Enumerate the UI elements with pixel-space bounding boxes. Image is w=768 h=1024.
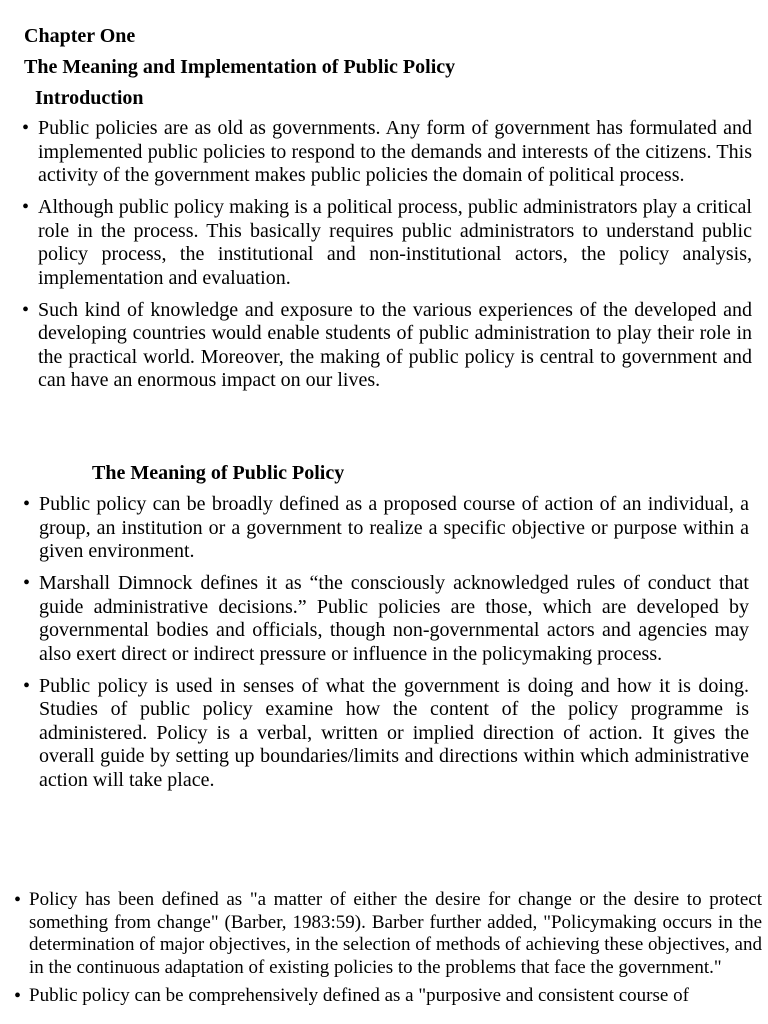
introduction-heading: Introduction	[35, 87, 144, 109]
chapter-title: Chapter One	[24, 25, 136, 47]
meaning-bullet-list	[23, 493, 749, 801]
bullet-icon: •	[22, 117, 30, 139]
bullet-text: Public policy can be comprehensively defined as a "purposive and consistent course of	[29, 984, 689, 1006]
bullet-icon: •	[23, 572, 31, 594]
bullet-text: Marshall Dimnock defines it as “the consciously acknowledged rules of conduct that guide administrative decisions.” Public policies are those, which are developed by governmental bodies and officials, though non-governmental actors and agencies may also exert direct or indirect pressure or influence in the policymaking process.	[39, 572, 749, 665]
bullet-icon: •	[22, 196, 30, 218]
bullet-text: Although public policy making is a political process, public administrators play a critical role in the process. This basically requires public administrators to understand public policy process, the institutional and non-institutional actors, the policy analysis, implementation and evaluation.	[38, 196, 752, 289]
bullet-text: Public policies are as old as governments. Any form of government has formulated and implemented public policies to respond to the demands and interests of the citizens. This activity of the government makes public policies the domain of political process.	[38, 117, 752, 186]
list-item	[22, 298, 752, 393]
bullet-text: Public policy can be broadly defined as a proposed course of action of an individual, a group, an institution or a government to realize a specific objective or purpose within a given environment.	[39, 493, 749, 562]
list-item	[22, 117, 752, 188]
bullet-icon: •	[14, 984, 22, 1007]
list-item	[23, 493, 749, 564]
bullet-text: Public policy is used in senses of what the government is doing and how it is doing. Studies of public policy examine how the content of the policy programme is administered. Policy is a verbal, written or implied direction of action. It gives the overall guide by setting up boundaries/limits and directions within which administrative action will take place.	[39, 674, 749, 791]
bullet-text: Policy has been defined as "a matter of either the desire for change or the desire to protect something from change" (Barber, 1983:59). Barber further added, "Policymaking occurs in the determination of major objectives, in the selection of methods of achieving these objectives, and in the continuous adaptation of existing policies to the problems that face the government."	[29, 889, 762, 979]
bullet-icon: •	[14, 889, 22, 911]
list-item	[22, 196, 752, 290]
list-item	[14, 889, 762, 980]
bullet-icon: •	[22, 298, 30, 321]
list-item	[23, 572, 749, 666]
bullet-icon: •	[23, 674, 31, 697]
introduction-bullet-list	[22, 117, 752, 401]
definition-bullet-list	[14, 889, 762, 1013]
bullet-icon: •	[23, 493, 31, 515]
list-item	[14, 984, 762, 1008]
meaning-section-heading: The Meaning of Public Policy	[92, 462, 345, 484]
list-item	[23, 674, 749, 793]
bullet-text: Such kind of knowledge and exposure to the various experiences of the developed and developing countries would enable students of public administration to play their role in the practical world. Moreover, the making of public policy is central to government and can have an enormous impact on our lives.	[38, 298, 752, 391]
chapter-subtitle: The Meaning and Implementation of Public Policy	[24, 56, 456, 78]
